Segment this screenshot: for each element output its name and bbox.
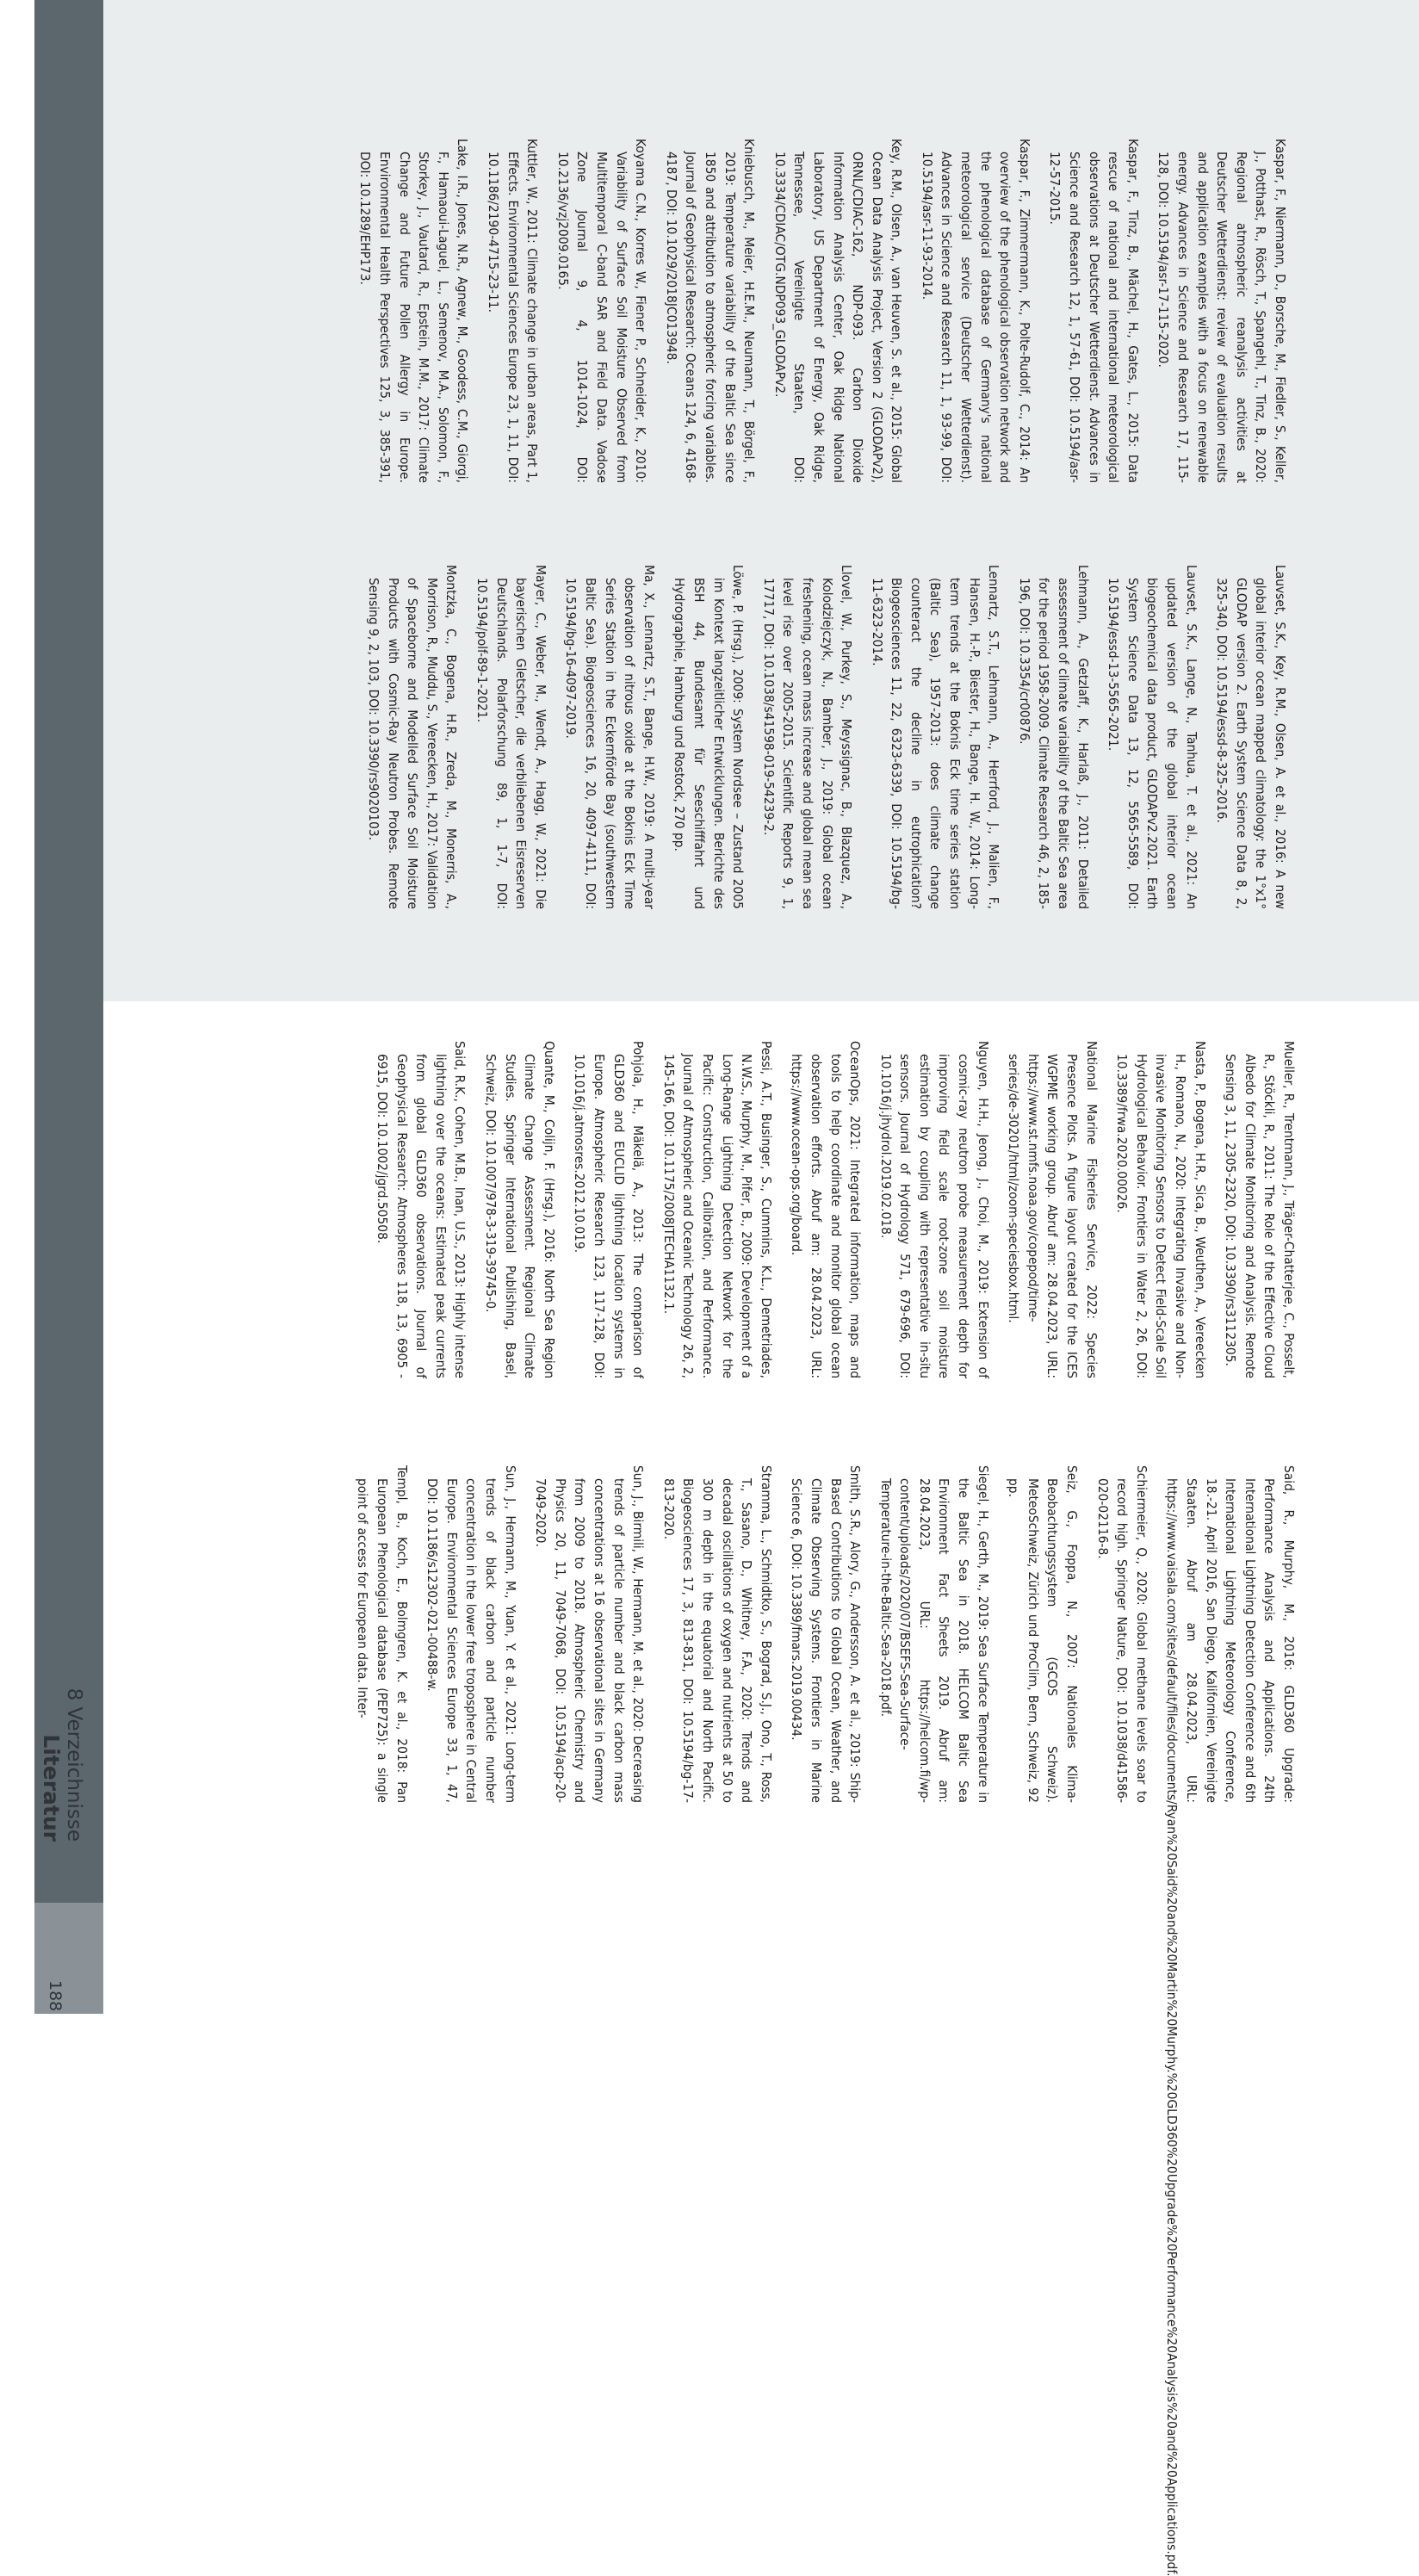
reference-entry: Seiz, G., Foppa, N., 2007: Nationales Klima-Beobachtungssystem (GCOS Schweiz). MeteoSchweiz, Zürich und ProClim, Bern, Schweiz, 92 pp.	[1006, 1465, 1081, 1803]
reference-entry: Stramma, L., Schmidtko, S., Bograd, S.J., Ono, T., Ross, T., Sasano, D., Whitney, F.A., 2020: Trends and decadal oscillations of oxygen and nutrients at 50 to 300 m depth in the equatorial and North Pacific. Biogeosciences 17, 3, 813-831, DOI: 10.5194/bg-17-813-2020.	[660, 1465, 774, 1803]
reference-column-2	[352, 565, 1290, 909]
reference-entry: Löwe, P. (Hrsg.), 2009: System Nordsee – Zustand 2005 im Kontext langzeitlicher Entwicklungen. Berichte des BSH 44, Bundesamt für Seeschifffahrt und Hydrographie, Hamburg und Rostock, 270 pp.	[672, 565, 747, 909]
reference-entry: Templ, B., Koch, E., Bolmgren, K. et al., 2018: Pan European Phenological database (PEP725): a single point of access for European data. Inter-	[355, 1465, 410, 1803]
reference-entry: Koyama C.N., Korres W., Fiener P., Schneider, K., 2010: Variability of Surface Soil Moisture Observed from Multitemporal C-band SAR and Field Data. Vadose Zone Journal 9, 4, 1014-1024, DOI: 10.2136/vzj2009.0165.	[555, 139, 649, 483]
reference-entry: Kaspar, F., Zimmermann, K., Polte-Rudolf, C., 2014: An overview of the phenological observation network and the phenological database of Germany's national meteorological service (Deutscher Wetterdienst). Advances in Science and Research 11, 1, 93-99, DOI: 10.5194/asr-11-93-2014.	[919, 139, 1032, 483]
reference-entry: Pessi, A.T., Businger, S., Cummins, K.L., Demetriades, N.W.S., Murphy, M., Pifer, B., 2009: Development of a Long-Range Lightning Detection Network for the Pacific: Construction, Calibration, and Performance. Journal of Atmospheric and Oceanic Technology 26, 2, 145-166, DOI: 10.1175/2008JTECHA1132.1.	[660, 1041, 774, 1378]
reference-entry: Key, R.M., Olsen, A., van Heuven, S. et al., 2015: Global Ocean Data Analysis Project, Version 2 (GLODAPv2), ORNL/CDIAC-162, NDP-093. Carbon Dioxide Information Analysis Center, Oak Ridge National Laboratory, US Department of Energy, Oak Ridge, Tennessee, Vereinigte Staaten, DOI: 10.3334/CDIAC/OTG.NDP093_GLODAPv2.	[771, 139, 905, 483]
section-label: Literatur	[39, 1734, 64, 1842]
reference-entry: Lauvset, S.K., Key, R.M., Olsen, A. et al., 2016: A new global interior ocean mapped climatology: the 1°x1° GLODAP version 2. Earth System Science Data 8, 2, 325-340, DOI: 10.5194/essd-8-325-2016.	[1214, 565, 1288, 909]
reference-entry: Kaspar, F., Niermann, D., Borsche, M., Fiedler, S., Keller, J., Potthast, R., Rösch, T., Spangehl, T., Tinz, B., 2020: Regional atmospheric reanalysis activities at Deutscher Wetterdienst: review of evaluation results and application examples with a focus on renewable energy. Advances in Science and Research 17, 115-128, DOI: 10.5194/asr-17-115-2020.	[1156, 139, 1288, 483]
reference-entry: Smith, S.R., Alory, G., Andersson, A. et al., 2019: Ship-Based Contributions to Global Ocean, Weather, and Climate Observing Systems. Frontiers in Marine Science 6, DOI: 10.3389/fmars.2019.00434.	[789, 1465, 864, 1803]
reference-entry: Mayer, C., Weber, M., Wendt, A., Hagg, W., 2021: Die bayerischen Gletscher, die verbliebenen Eisreserven Deutschlands. Polarforschung 89, 1, 1-7, DOI: 10.5194/polf-89-1-2021.	[474, 565, 548, 909]
reference-entry: Pohjola, H., Mäkelä, A., 2013: The comparison of GLD360 and EUCLID lightning location systems in Europe. Atmospheric Research 123, 117-128, DOI: 10.1016/j.atmosres.2012.10.019.	[572, 1041, 647, 1378]
reference-entry: Montzka, C., Bogena, H.R., Zreda, M., Monerris, A., Morrison, R., Muddu, S., Vereecken, H., 2017: Validation of Spaceborne and Modelled Surface Soil Moisture Products with Cosmic-Ray Neutron Probes. Remote Sensing 9, 2, 103, DOI: 10.3390/rs9020103.	[366, 565, 460, 909]
reference-column-1	[344, 139, 1290, 483]
reference-entry: Llovel, W., Purkey, S., Meyssignac, B., Blazquez, A., Kolodziejczyk, N., Bamber, J., 2019: Global ocean freshening, ocean mass increase and global mean sea level rise over 2005-2015. Scientific Reports 9, 1, 17717, DOI: 10.1038/s41598-019-54239-2.	[760, 565, 855, 909]
reference-entry: Lake, I.R., Jones, N.R., Agnew, M., Goodess, C.M., Giorgi, F., Hamaoui-Laguel, L., Semenov, M.A., Solomon, F., Storkey, J., Vautard, R., Epstein, M.M., 2017: Climate Change and Future Pollen Allergy in Europe. Environmental Health Perspectives 125, 3, 385-391, DOI: 10.1289/EHP173.	[357, 139, 471, 483]
page-number: 188	[46, 1980, 65, 2012]
reference-entry: Kuttler, W., 2011: Climate change in urban areas, Part 1, Effects. Environmental Sciences Europe 23, 1, 11, DOI: 10.1186/2190-4715-23-11.	[486, 139, 541, 483]
reference-entry: Nguyen, H.H., Jeong, J., Choi, M., 2019: Extension of cosmic-ray neutron probe measurement depth for improving field scale root-zone soil moisture estimation by coupling with representative in-situ sensors. Journal of Hydrology 571, 679-696, DOI: 10.1016/j.jhydrol.2019.02.018.	[877, 1041, 991, 1378]
reference-entry: Kaspar, F., Tinz, B., Mächel, H., Gates, L., 2015: Data rescue of national and international meteorological observations at Deutscher Wetterdienst. Advances in Science and Research 12, 1, 57-61, DOI: 10.5194/asr-12-57-2015.	[1047, 139, 1141, 483]
reference-entry: Lennartz, S.T., Lehmann, A., Herrford, J., Malien, F., Hansen, H.-P., Biester, H., Bange, H. W., 2014: Long-term trends at the Boknis Eck time series station (Baltic Sea), 1957-2013: does climate change counteract the decline in eutrophication? Biogeosciences 11, 22, 6323-6339, DOI: 10.5194/bg-11-6323-2014.	[869, 565, 1002, 909]
reference-entry: Nasta, P., Bogena, H.R., Sica, B., Weuthen, A., Vereecken H., Romano, N., 2020: Integrating Invasive and Non-invasive Monitoring Sensors to Detect Field-Scale Soil Hydrological Behavior. Frontiers in Water 2, 26, DOI: 10.3389/frwa.2020.00026.	[1114, 1041, 1208, 1378]
reference-entry: Mueller, R., Trentmann, J., Träger-Chatterjee, C., Posselt, R., Stöckli, R., 2011: The Role of the Effective Cloud Albedo for Climate Monitoring and Analysis. Remote Sensing 3, 11, 2305-2320, DOI: 10.3390/rs3112305.	[1223, 1041, 1297, 1378]
reference-entry: Kniebusch, M., Meier, H.E.M., Neumann, T., Börgel, F., 2019: Temperature variability of the Baltic Sea since 1850 and attribution to atmospheric forcing variables. Journal of Geophysical Research: Oceans 124, 6, 4168-4187, DOI: 10.1029/2018JC013948.	[663, 139, 758, 483]
reference-entry: Quante, M., Colijn, F. (Hrsg.), 2016: North Sea Region Climate Change Assessment. Regional Climate Studies. Springer International Publishing, Basel, Schweiz, DOI: 10.1007/978-3-319-39745-0.	[483, 1041, 557, 1378]
reference-entry: Sun, J., Birmili, W., Hermann, M. et al., 2020: Decreasing trends of particle number and black carbon mass concentrations at 16 observational sites in Germany from 2009 to 2018. Atmospheric Chemistry and Physics 20, 11, 7049-7068, DOI: 10.5194/acp-20-7049-2020.	[533, 1465, 647, 1803]
reference-entry: OceanOps, 2021: Integrated information, maps and tools to help coordinate and monitor global ocean observation efforts. Abruf am: 28.04.2023, URL: https://www.ocean-ops.org/board.	[789, 1041, 864, 1378]
header-accent-block	[34, 1903, 103, 2014]
reference-entry: Schiermeier, Q., 2020: Global methane levels soar to record high. Springer Nature, DOI: 10.1038/d41586-020-02116-8.	[1094, 1465, 1149, 1803]
reference-entry: Sun, J., Hermann, M., Yuan, Y. et al., 2021: Long-term trends of black carbon and particle number concentration in the lower free troposphere in Central Europe. Environmental Sciences Europe 33, 1, 47, DOI: 10.1186/s12302-021-00488-w.	[424, 1465, 518, 1803]
chapter-heading	[39, 1688, 85, 1842]
reference-entry: Lauvset, S.K., Lange, N., Tanhua, T. et al., 2021: An updated version of the global interior ocean biogeochemical data product, GLODAPv2.2021. Earth System Science Data 13, 12, 5565-5589, DOI: 10.5194/essd-13-5565-2021.	[1106, 565, 1199, 909]
reference-column-3	[361, 1041, 1298, 1378]
chapter-label: 8 Verzeichnisse	[63, 1687, 85, 1842]
reference-column-4	[342, 1465, 1298, 2576]
reference-entry: Said, R.K., Cohen, M.B., Inan, U.S., 2013: Highly intense lightning over the oceans: Estimated peak currents from global GLD360 observations. Journal of Geophysical Research: Atmospheres 118, 13, 6905 - 6915, DOI: 10.1002/jgrd.50508.	[375, 1041, 468, 1378]
reference-entry: Siegel, H., Gerth, M., 2019: Sea Surface Temperature in the Baltic Sea in 2018. HELCOM Baltic Sea Environment Fact Sheets 2019. Abruf am: 28.04.2023, URL: https://helcom.fi/wp-content/uploads/2020/07/BSEFS-Sea-Surface-Temperature-in-the-Baltic-Sea-2018.pdf.	[877, 1465, 991, 1803]
reference-entry: Said, R., Murphy, M., 2016: GLD360 Upgrade: Performance Analysis and Applications. 24th International Lightning Detection Conference and 6th International Lightning Meteorology Conference, 18.-21. April 2016, San Diego, Kalifornien, Vereinigte Staaten. Abruf am 28.04.2023, URL: https://www.vaisala.com/sites/default/files/documents/Ryan%20Said%20and%20Martin%20Murphy.%20GLD360%20Upgrade%20Performance%20Analysis%20and%20Applications.pdf.	[1164, 1465, 1297, 2576]
reference-entry: National Marine Fisheries Service, 2022: Species Presence Plots. A figure layout created for the ICES WGPME working group. Abruf am: 28.04.2023, URL: https://www.st.nmfs.noaa.gov/copepod/time-series/de-30201/html/zoom-speciesbox.html.	[1006, 1041, 1100, 1378]
reference-entry: Lehmann, A., Getzlaff, K., Harlaß, J., 2011: Detailed assessment of climate variability of the Baltic Sea area for the period 1958-2009. Climate Research 46, 2, 185-196, DOI: 10.3354/cr00876.	[1016, 565, 1091, 909]
reference-entry: Ma, X., Lennartz, S.T., Bange, H.W., 2019: A multi-year observation of nitrous oxide at the Boknis Eck Time Series Station in the Eckernförde Bay (southwestern Baltic Sea). Biogeosciences 16, 20, 4097-4111, DOI: 10.5194/bg-16-4097-2019.	[563, 565, 657, 909]
